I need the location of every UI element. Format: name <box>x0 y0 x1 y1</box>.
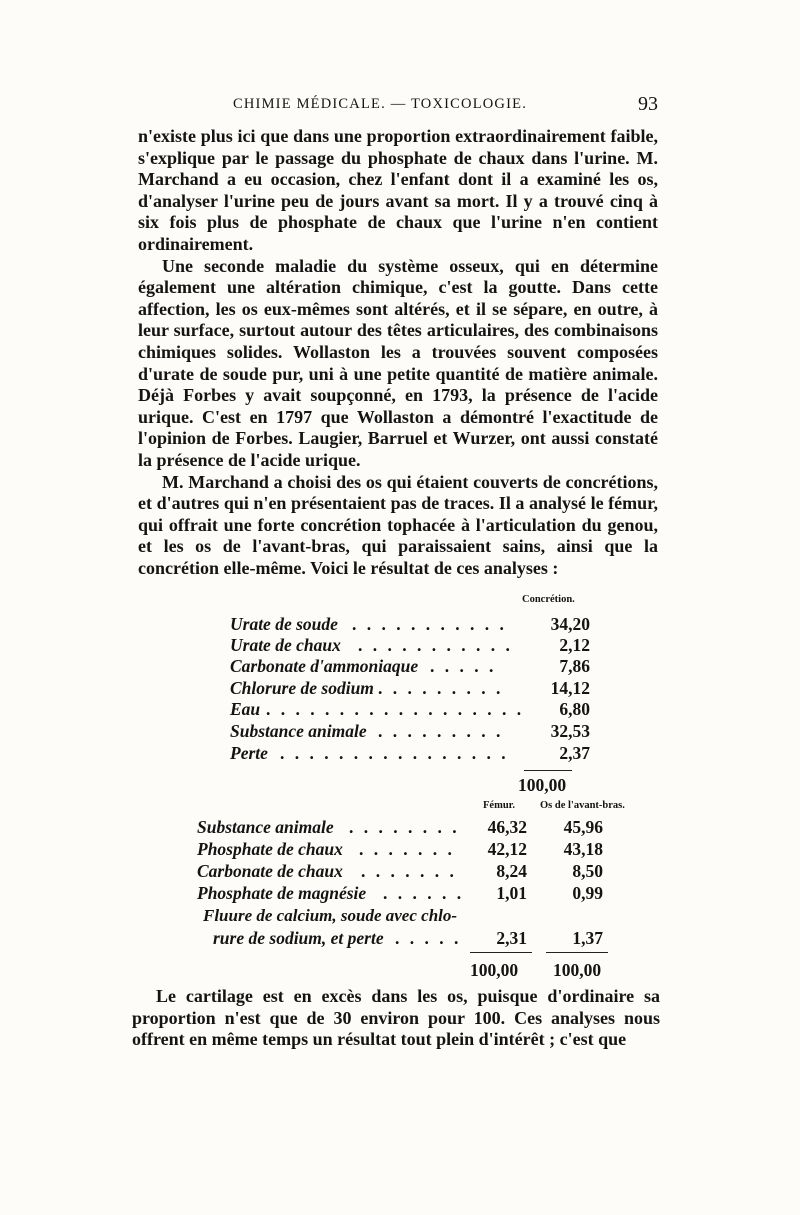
femur-column-header: Fémur. <box>483 800 515 811</box>
running-head: CHIMIE MÉDICALE. — TOXICOLOGIE. <box>233 96 528 112</box>
row-value: 7,86 <box>559 656 590 676</box>
femur-value: 1,01 <box>496 883 527 903</box>
row-label: Carbonate d'ammoniaque <box>230 656 419 676</box>
row-label: Chlorure de sodium <box>230 678 374 698</box>
avant-bras-total: 100,00 <box>553 960 602 980</box>
leader-dots: . . . . . . . <box>359 839 455 859</box>
page-header <box>138 93 658 120</box>
sum-rule <box>524 770 572 771</box>
table-row <box>197 839 617 860</box>
row-value: 2,37 <box>559 743 590 763</box>
femur-value: 42,12 <box>487 839 527 859</box>
row-label: Substance animale <box>197 817 334 837</box>
row-value: 6,80 <box>559 699 590 719</box>
row-label: Carbonate de chaux <box>197 861 343 881</box>
leader-dots: . . . . . . . . <box>349 817 460 837</box>
paragraph-1: n'existe plus ici que dans une proportion extraordinairement faible, s'explique par le passage du phosphate de chaux dans l'urine. M. Marchand a eu occasion, chez l'enfant dont il a examiné les os, d'analyser l'urine peu de jours avant sa mort. Il y a trouvé cinq à six fois plus de phosphate de chaux que l'urine n'en contient ordinairement. <box>138 126 658 254</box>
body-text <box>138 126 658 579</box>
row-label: Urate de chaux <box>230 635 341 655</box>
row-label: Phosphate de magnésie <box>197 883 367 903</box>
table-row <box>230 614 590 635</box>
sum-rule-femur <box>470 952 532 953</box>
concretion-column-header: Concrétion. <box>522 594 575 605</box>
paragraph-2: Une seconde maladie du système osseux, qui en détermine également une altération chimique, c'est la goutte. Dans cette affection, les os eux-mêmes sont altérés, et il se sépare, en outre, à leur surface, surtout autour des têtes articulaires, des combinaisons chimiques solides. Wollaston les a trouvées souvent composées d'urate de soude pur, uni à une petite quantité de matière animale. Déjà Forbes y avait soupçonné, en 1793, la présence de l'acide urique. C'est en 1797 que Wollaston a démontré l'exactitude de l'opinion de Forbes. Laugier, Barruel et Wurzer, ont aussi constaté la présence de l'acide urique. <box>138 255 658 470</box>
table-row <box>230 699 590 720</box>
row-label: Urate de soude <box>230 614 338 634</box>
femur-total: 100,00 <box>470 960 519 980</box>
row-value: 32,53 <box>550 721 590 741</box>
femur-value: 46,32 <box>487 817 527 837</box>
table-row <box>197 861 617 882</box>
row-label: Substance animale <box>230 721 367 741</box>
table-row <box>230 635 590 656</box>
avant-bras-value: 45,96 <box>563 817 603 837</box>
avant-bras-value: 1,37 <box>572 928 603 948</box>
page-number: 93 <box>638 93 658 115</box>
avant-bras-column-header: Os de l'avant-bras. <box>540 800 625 811</box>
row-value: 2,12 <box>559 635 590 655</box>
row-value: 34,20 <box>550 614 590 634</box>
femur-value: 2,31 <box>496 928 527 948</box>
row-label-line-2: rure de sodium, et perte <box>213 928 384 948</box>
sum-rule-avant-bras <box>546 952 608 953</box>
leader-dots: . . . . . . . . . <box>378 721 504 741</box>
leader-dots: . . . . . . . . . . . <box>352 614 507 634</box>
row-label: Perte <box>230 743 268 763</box>
leader-dots: . . . . . . . <box>361 861 457 881</box>
table-row <box>230 721 590 742</box>
table-row <box>230 656 590 677</box>
row-label: Eau <box>230 699 261 719</box>
leader-dots: . . . . . . <box>383 883 465 903</box>
leader-dots: . . . . . . . . . . . <box>358 635 513 655</box>
paragraph-4: Le cartilage est en excès dans les os, puisque d'ordinaire sa proportion n'est que de 30 environ pour 100. Ces analyses nous offrent en même temps un résultat tout plein d'intérêt ; c'est que <box>132 986 660 1050</box>
avant-bras-value: 43,18 <box>563 839 603 859</box>
leader-dots: . . . . . . . . . . . . . . . . <box>280 743 509 763</box>
row-value: 14,12 <box>550 678 590 698</box>
table-row <box>197 883 617 904</box>
table-row <box>230 743 590 764</box>
femur-value: 8,24 <box>496 861 527 881</box>
row-label-line-1: Fluure de calcium, soude avec chlo- <box>203 906 458 925</box>
closing-text <box>132 986 660 1051</box>
leader-dots: . . . . . . . . . <box>378 678 504 698</box>
leader-dots: . . . . . <box>430 656 497 676</box>
table-row <box>197 928 617 949</box>
avant-bras-value: 8,50 <box>572 861 603 881</box>
table-row <box>197 817 617 838</box>
table-row <box>230 678 590 699</box>
avant-bras-value: 0,99 <box>572 883 603 903</box>
leader-dots: . . . . . <box>395 928 462 948</box>
row-label: Phosphate de chaux <box>197 839 343 859</box>
concretion-total: 100,00 <box>518 775 567 795</box>
paragraph-3: M. Marchand a choisi des os qui étaient couverts de concrétions, et d'autres qui n'en présentaient pas de traces. Il a analysé le fémur, qui offrait une forte concrétion tophacée à l'articulation du genou, et les os de l'avant-bras, qui paraissaient sains, ainsi que la concrétion elle-même. Voici le résultat de ces analyses : <box>138 471 658 578</box>
leader-dots: . . . . . . . . . . . . . . . . . . <box>266 699 525 719</box>
